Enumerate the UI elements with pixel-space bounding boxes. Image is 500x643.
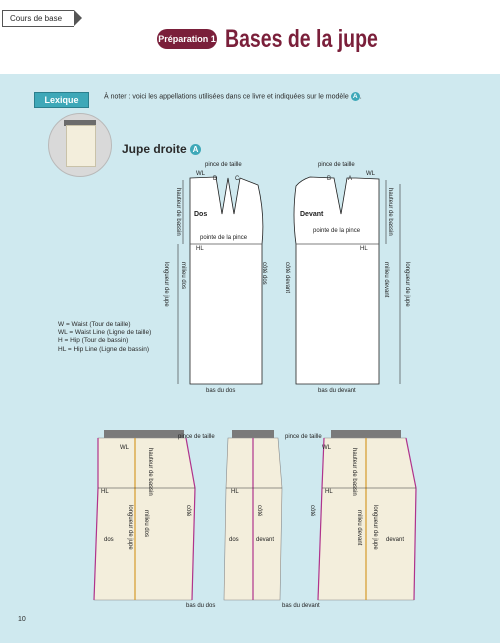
label-pince-de-taille-back: pince de taille (205, 162, 242, 168)
label-wl-box-right: WL (322, 445, 331, 451)
subtitle-text: Jupe droite (122, 142, 187, 156)
label-a: A (348, 176, 353, 182)
label-bas-dos-box: bas du dos (186, 603, 216, 609)
legend-item: HL = Hip Line (Ligne de bassin) (58, 345, 149, 353)
label-hauteur-box-right: hauteur de bassin (351, 448, 357, 496)
label-cote-box-2: côté (256, 505, 262, 517)
label-cote-box-1: côté (185, 505, 191, 517)
label-longueur-box-left: longueur de jupe (127, 505, 133, 550)
lexique-note: À noter : voici les appellations utilisées dans ce livre et indiquées sur le modèle A . (104, 93, 362, 101)
label-pince-box-left: pince de taille (178, 434, 215, 440)
label-pointe-back: pointe de la pince (200, 235, 248, 241)
label-wl-box-left: WL (120, 445, 129, 451)
label-pointe-front: pointe de la pince (313, 228, 361, 234)
front-pattern-piece (294, 177, 379, 384)
label-hl-front: HL (360, 246, 368, 252)
lexique-label: Lexique (34, 92, 89, 108)
label-cote-devant: côté devant (284, 262, 290, 294)
label-devant-box-1: devant (256, 537, 275, 543)
page-title: Bases de la jupe (225, 25, 378, 53)
subtitle-badge: A (190, 144, 201, 155)
label-milieu-devant: milieu devant (383, 262, 389, 298)
preparation-badge: Préparation 1 (157, 29, 217, 49)
page-number: 10 (18, 616, 26, 623)
label-cote-dos: côté dos (261, 262, 267, 285)
label-c: C (235, 176, 240, 182)
label-milieu-devant-box: milieu devant (356, 510, 362, 546)
note-text: À noter : voici les appellations utilisées dans ce livre et indiquées sur le modèle (104, 93, 349, 101)
label-dos-box-2: dos (229, 537, 239, 543)
legend-item: H = Hip (Tour de bassin) (58, 337, 129, 345)
label-longueur-box-right: longueur de jupe (372, 505, 378, 550)
label-cote-box-3: côté (309, 505, 315, 517)
label-hl-box-3: HL (325, 489, 333, 495)
label-pince-de-taille-front: pince de taille (318, 162, 355, 168)
label-bas-du-devant: bas du devant (318, 388, 356, 394)
legend-item: W = Waist (Tour de taille) (58, 321, 131, 328)
model-badge: A (351, 92, 360, 101)
label-wl-front: WL (366, 171, 375, 177)
label-b: B (327, 176, 332, 182)
legend-item: WL = Waist Line (Ligne de taille) (58, 329, 152, 337)
label-hl-back: HL (196, 246, 204, 252)
label-dos-box-1: dos (104, 537, 114, 543)
label-hl-box-2: HL (231, 489, 239, 495)
label-bas-du-dos: bas du dos (206, 388, 236, 394)
label-dos: Dos (194, 211, 208, 218)
back-pattern-piece (190, 177, 263, 384)
label-wl-back: WL (196, 171, 205, 177)
label-milieu-dos-box: milieu dos (143, 510, 149, 538)
label-hauteur-front: hauteur de bassin (387, 188, 393, 236)
label-d: D (213, 176, 218, 182)
label-devant-box-2: devant (386, 537, 405, 543)
label-longueur-front: longueur de jupe (404, 262, 410, 307)
label-milieu-dos: milieu dos (180, 262, 186, 290)
section-tag: Cours de base (2, 10, 74, 27)
label-bas-devant-box: bas du devant (282, 603, 320, 609)
label-pince-box-right: pince de taille (285, 434, 322, 440)
label-hl-box-1: HL (101, 489, 109, 495)
label-longueur-back: longueur de jupe (163, 262, 169, 307)
label-hauteur-box-left: hauteur de bassin (147, 448, 153, 496)
label-devant: Devant (300, 211, 324, 218)
label-hauteur-back: hauteur de bassin (175, 188, 181, 236)
